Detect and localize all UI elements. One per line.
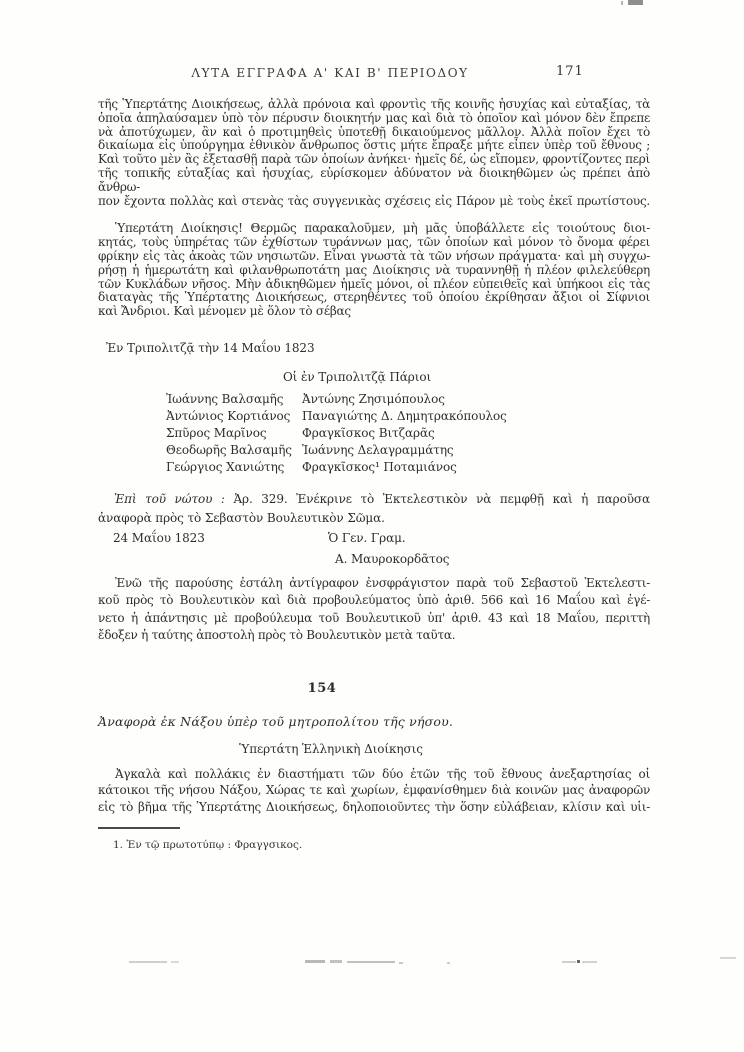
text-line: Φραγκῖσκος¹ Ποταμιάνος	[302, 459, 457, 474]
text-line: Καὶ τοῦτο μὲν ἂς ἐξετασθῇ παρὰ τῶν ὁποίων ἀνήκει· ἡμεῖς δέ, ὡς εἴπομεν, φροντίζοντες περὶ	[98, 152, 650, 167]
document-title: Ἀναφορὰ ἐκ Νάξου ὑπὲρ τοῦ μητροπολίτου τῆς νήσου.	[98, 713, 454, 729]
scan-artifact	[720, 957, 736, 959]
scan-artifact	[347, 961, 395, 963]
text-line: Φραγκῖσκος Βιτζαρᾶς	[302, 425, 435, 440]
text-line: Θεοδωρῆς Βαλσαμῆς	[166, 442, 292, 457]
endorsement-text: Ἀρ. 329. Ἐνέκρινε τὸ Ἐκτελεστικὸν νὰ πεμφθῇ καὶ ἡ παροῦσα	[233, 491, 651, 506]
scan-artifact	[399, 962, 403, 964]
footnote-separator	[98, 827, 180, 829]
paragraph-continuation	[98, 98, 650, 208]
text-line: νὰ ἀποτύχωμεν, ἂν καὶ ὁ προτιμηθεὶς ὑποτεθῇ δικαιούμενος μᾶλλον. Ἀλλὰ ποῖον ἔχει τὸ	[98, 124, 650, 139]
text-line: κοῦ πρὸς τὸ Βουλευτικὸν καὶ διὰ προβουλεύματος ὑπὸ ἀριθ. 566 καὶ 16 Μαΐου καὶ ἐγέ-	[98, 593, 650, 608]
page-number: 171	[556, 64, 584, 79]
signatories-heading: Οἱ ἐν Τριπολιτζᾷ Πάριοι	[282, 369, 432, 384]
secretary-title: Ὁ Γεν. Γραμ.	[328, 530, 406, 545]
paragraph-appeal	[98, 222, 650, 319]
signatories-list	[98, 391, 650, 476]
text-line: ἔδοξεν ἡ ταύτης ἀποστολὴ πρὸς τὸ Βουλευτικὸν μετὰ ταῦτα.	[98, 628, 456, 643]
text-column	[98, 0, 650, 852]
text-line: ὁποῖα ἀπηλαύσαμεν ὑπὸ τὸν πέρυσιν διοικητήν μας καὶ διὰ τὸ ὁποῖον καὶ μόνον δὲν ἔπρεπε	[98, 110, 650, 125]
footnote-marker: 1.	[113, 838, 124, 851]
endorsement-line-2: ἀναφορὰ πρὸς τὸ Σεβαστὸν Βουλευτικὸν Σῶμα.	[98, 510, 385, 525]
text-line: Γεώργιος Χανιώτης	[166, 459, 285, 474]
paragraph-naxos	[98, 766, 650, 816]
scan-artifact	[447, 962, 450, 964]
scan-artifact	[171, 961, 179, 963]
signatories-right-column	[302, 391, 507, 476]
scan-artifact	[577, 960, 580, 963]
scan-artifact	[305, 960, 325, 963]
dateline: Ἐν Τριπολιτζᾷ τὴν 14 Μαΐου 1823	[106, 340, 315, 355]
paragraph-commentary	[98, 575, 650, 645]
text-line: κάτοικοι τῆς νήσου Νάξου, Χώρας τε καὶ χωρίων, ἐμφανίσθημεν διὰ κοινῶν μας ἀναφορῶν	[98, 783, 650, 798]
endorsement-note	[98, 490, 650, 528]
scan-artifact	[129, 961, 167, 963]
text-line: ρήσῃ ἡ ἡμερωτάτη καὶ φιλανθρωποτάτη μας Διοίκησις νὰ τυραννηθῇ ἡ πλέον φιλελεύθερη	[98, 262, 650, 277]
text-line: Ἰωάννης Δελαγραμμάτης	[302, 442, 454, 457]
text-line: Ἰωάννης Βαλσαμῆς	[166, 391, 284, 406]
scan-artifact	[562, 961, 576, 963]
text-line: κητάς, τοὺς ὑπηρέτας τῶν ἐχθίστων τυράννων μας, τῶν ὁποίων καὶ μόνον τὸ ὄνομα φέρει	[98, 235, 650, 250]
text-line: Ἐνῶ τῆς παρούσης ἐστάλη ἀντίγραφον ἐνσφράγιστον παρὰ τοῦ Σεβαστοῦ Ἐκτελεστι-	[115, 575, 650, 590]
text-line: Παναγιώτης Δ. Δημητρακόπουλος	[302, 408, 507, 423]
text-line: Σπῦρος Μαρῖνος	[166, 425, 267, 440]
text-line: δικαίωμα εἰς ὑπούργημα ἐθνικὸν ἄνθρωπος ὅστις μήτε ἔπραξε μήτε εἶπεν ὑπὲρ τοῦ ἔθνους ;	[98, 138, 650, 153]
scan-artifact	[582, 961, 597, 963]
scan-artifact	[330, 960, 342, 963]
text-line: φρίκην εἰς τὰς ἀκοὰς τῶν νησιωτῶν. Εἶναι γνωστὰ τὰ τῶν νήσων πράγματα· καὶ μὴ συγχω-	[98, 248, 650, 263]
text-line: Ἀγκαλὰ καὶ πολλάκις ἐν διαστήματι τῶν δύο ἐτῶν τῆς τοῦ ἔθνους ἀνεξαρτησίας οἱ	[115, 766, 650, 781]
text-line: πον ἔχοντα πολλὰς καὶ στενὰς τὰς συγγενικὰς σχέσεις εἰς Πάρον μὲ τοὺς ἐκεῖ πρωτίστους.	[98, 193, 650, 208]
signatories-left-column	[166, 391, 302, 476]
text-line: διαταγὰς τῆς Ὑπέρτατης Διοικήσεως, στερηθέντες τοῦ ὁποίου ἐκρίθησαν ἄξιοι οἱ Σίφνιοι	[98, 290, 650, 305]
text-line: νετο ἡ ἀπάντησις μὲ προβούλευμα τοῦ Βουλευτικοῦ ὑπ' ἀριθ. 43 καὶ 18 Μαΐου, περιττὴ	[98, 610, 650, 625]
endorsement-date: 24 Μαΐου 1823	[113, 530, 205, 545]
text-line: τῆς τοπικῆς εὐταξίας καὶ ἡσυχίας, εὑρίσκομεν ἀδύνατον νὰ διοικηθῶμεν ὡς πρέπει ἀπὸ ἄνθρω-	[98, 165, 650, 194]
footnote-text: Ἐν τῷ πρωτοτύπῳ : Φραγγσικος.	[126, 838, 303, 851]
text-line: εἰς τὸ βῆμα τῆς Ὑπερτάτης Διοικήσεως, δηλοποιοῦντες τὴν ὅσην εὐλάβειαν, κλίσιν καὶ υἱι-	[98, 800, 650, 815]
text-line: Ἀντώνιος Κορτιάνος	[166, 408, 291, 423]
secretary-row	[98, 530, 650, 548]
page-header	[98, 66, 650, 81]
running-title: ΛΥΤΑ ΕΓΓΡΑΦΑ Α' ΚΑΙ Β' ΠΕΡΙΟΔΟΥ	[191, 66, 469, 80]
document-number: 154	[307, 680, 337, 696]
text-line: τῶν Κυκλάδων νῆσος. Μὴν ἀδικηθῶμεν ἡμεῖς μόνοι, οἱ πλέον εὐπειθεῖς καὶ ὑπήκοοι εἰς τὰς	[98, 276, 650, 291]
salutation: Ὑπερτάτη Ἑλληνικὴ Διοίκησις	[239, 741, 423, 756]
text-line: καὶ Ἄνδριοι. Καὶ μένομεν μὲ ὅλον τὸ σέβας	[98, 304, 351, 319]
secretary-name: Α. Μαυροκορδᾶτος	[335, 551, 450, 566]
text-line: Ὑπερτάτη Διοίκησις! Θερμῶς παρακαλοῦμεν, μὴ μᾶς ὑποβάλλετε εἰς τοιούτους διοι-	[115, 221, 650, 236]
endorsement-line-1	[98, 490, 650, 509]
footnote	[98, 839, 650, 852]
text-line: Ἀντώνης Ζησιμόπουλος	[302, 391, 445, 406]
endorsement-label: Ἐπὶ τοῦ νώτου :	[114, 491, 225, 506]
text-line: τῆς Ὑπερτάτης Διοικήσεως, ἀλλὰ πρόνοια καὶ φροντὶς τῆς κοινῆς ἡσυχίας καὶ εὐταξίας, τὰ	[98, 97, 650, 111]
